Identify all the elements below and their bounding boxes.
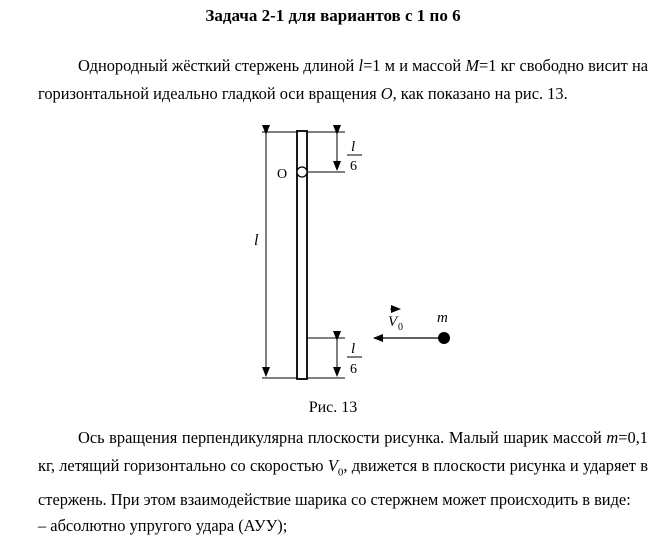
symbol-m: m — [606, 428, 619, 447]
symbol-V: V — [327, 456, 338, 475]
pivot-label: O — [277, 167, 288, 182]
length-label: l — [254, 232, 259, 249]
figure-caption: Рис. 13 — [308, 399, 358, 416]
p2-text-2: =0,1 кг, летящий горизонтально со скоростью — [38, 428, 648, 475]
p1-text-3: =1 кг свободно висит на горизонтальной идеально гладкой оси вращения — [38, 56, 648, 103]
p2-text-3: , движется в плоскости рисунка и ударяет в стержень. При этом взаимодействие шарика со стержнем может происходить в виде: — [38, 456, 648, 510]
symbol-V-subscript: 0 — [337, 466, 344, 479]
ball — [438, 332, 450, 344]
p1-text-4: , как показано на рис. 13. — [392, 84, 568, 103]
symbol-l: l — [358, 56, 364, 75]
p2-text-1: Ось вращения перпендикулярна плоскости рисунка. Малый шарик массой — [78, 428, 607, 447]
mass-label: m — [437, 310, 448, 326]
symbol-M: M — [465, 56, 479, 75]
pivot-axis-circle — [297, 167, 307, 177]
top-fraction-numerator: l — [351, 139, 356, 155]
list-item-elastic: – абсолютно упругого удара (АУУ); — [38, 516, 288, 535]
problem-paragraph-2 — [38, 424, 648, 514]
velocity-label: V — [388, 314, 398, 330]
p1-text-1: Однородный жёсткий стержень длиной — [78, 56, 359, 75]
bottom-fraction-denominator: 6 — [350, 362, 357, 377]
p1-text-2: =1 м и массой — [363, 56, 466, 75]
bottom-fraction-numerator: l — [351, 341, 356, 357]
velocity-subscript: 0 — [398, 322, 403, 333]
top-fraction-denominator: 6 — [350, 159, 357, 174]
symbol-O: O — [380, 84, 393, 103]
task-title: Задача 2-1 для вариантов с 1 по 6 — [205, 6, 461, 25]
